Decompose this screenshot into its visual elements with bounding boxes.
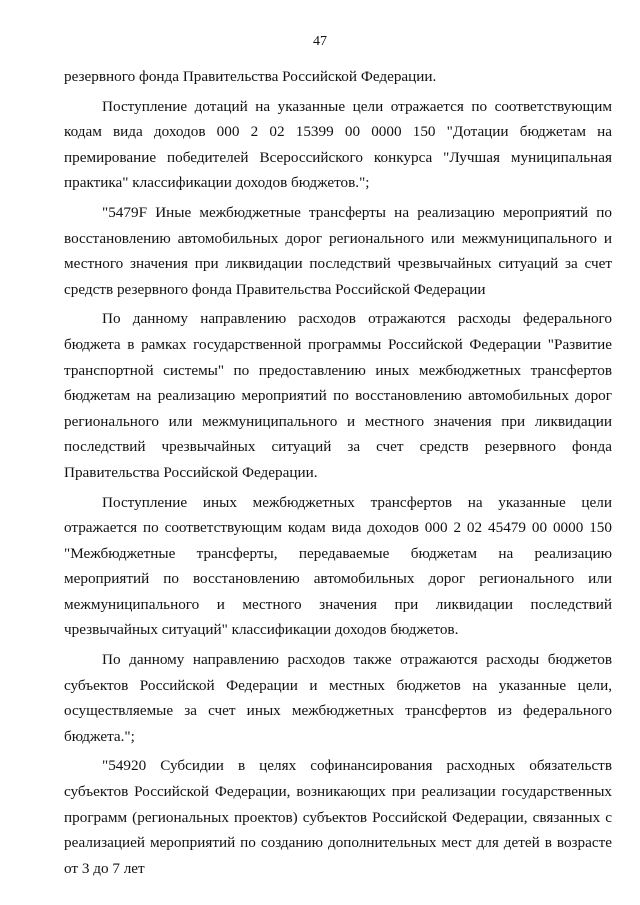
paragraph-5479f-income: Поступление иных межбюджетных трансфертов на указанные цели отражается по соответствующим кодам вида доходов 000 2 02 45479 00 0000 150 "Межбюджетные трансферты, передаваемые бюджетам на реализацию мероприятий по восстановлению автомобильных дорог регионального или межмуниципального и местного значения при ликвидации последствий чрезвычайных ситуаций" классификации доходов бюджетов. bbox=[64, 493, 612, 639]
paragraph-5479f-heading: "5479F Иные межбюджетные трансферты на реализацию мероприятий по восстановлению автомобильных дорог регионального или межмуниципального и местного значения при ликвидации последствий чрезвычайных ситуаций за счет средств резервного фонда Правительства Российской Федерации bbox=[64, 203, 612, 298]
document-body bbox=[64, 64, 612, 885]
page-number: 47 bbox=[313, 34, 327, 49]
paragraph-5479f-expenses: По данному направлению расходов отражаются расходы федерального бюджета в рамках государственной программы Российской Федерации "Развитие транспортной системы" по предоставлению иных межбюджетных трансфертов бюджетам на реализацию мероприятий по восстановлению автомобильных дорог регионального или межмуниципального и местного значения при ликвидации последствий чрезвычайных ситуаций за счет средств резервного фонда Правительства Российской Федерации. bbox=[64, 310, 612, 481]
paragraph-continuation: резервного фонда Правительства Российской Федерации. bbox=[64, 68, 437, 85]
paragraph-5479f-regional: По данному направлению расходов также отражаются расходы бюджетов субъектов Российской Федерации и местных бюджетов на указанные цели, осуществляемые за счет иных межбюджетных трансфертов из федерального бюджета."; bbox=[64, 651, 612, 745]
paragraph-54920-heading: "54920 Субсидии в целях софинансирования расходных обязательств субъектов Российской Федерации, возникающих при реализации государственных программ (региональных проектов) субъектов Российской Федерации, связанных с реализацией мероприятий по созданию дополнительных мест для детей в возрасте от 3 до 7 лет bbox=[64, 757, 612, 877]
paragraph-dotation-income: Поступление дотаций на указанные цели отражается по соответствующим кодам вида доходов 000 2 02 15399 00 0000 150 "Дотации бюджетам на премирование победителей Всероссийского конкурса "Лучшая муниципальная практика" классификации доходов бюджетов."; bbox=[64, 97, 612, 192]
